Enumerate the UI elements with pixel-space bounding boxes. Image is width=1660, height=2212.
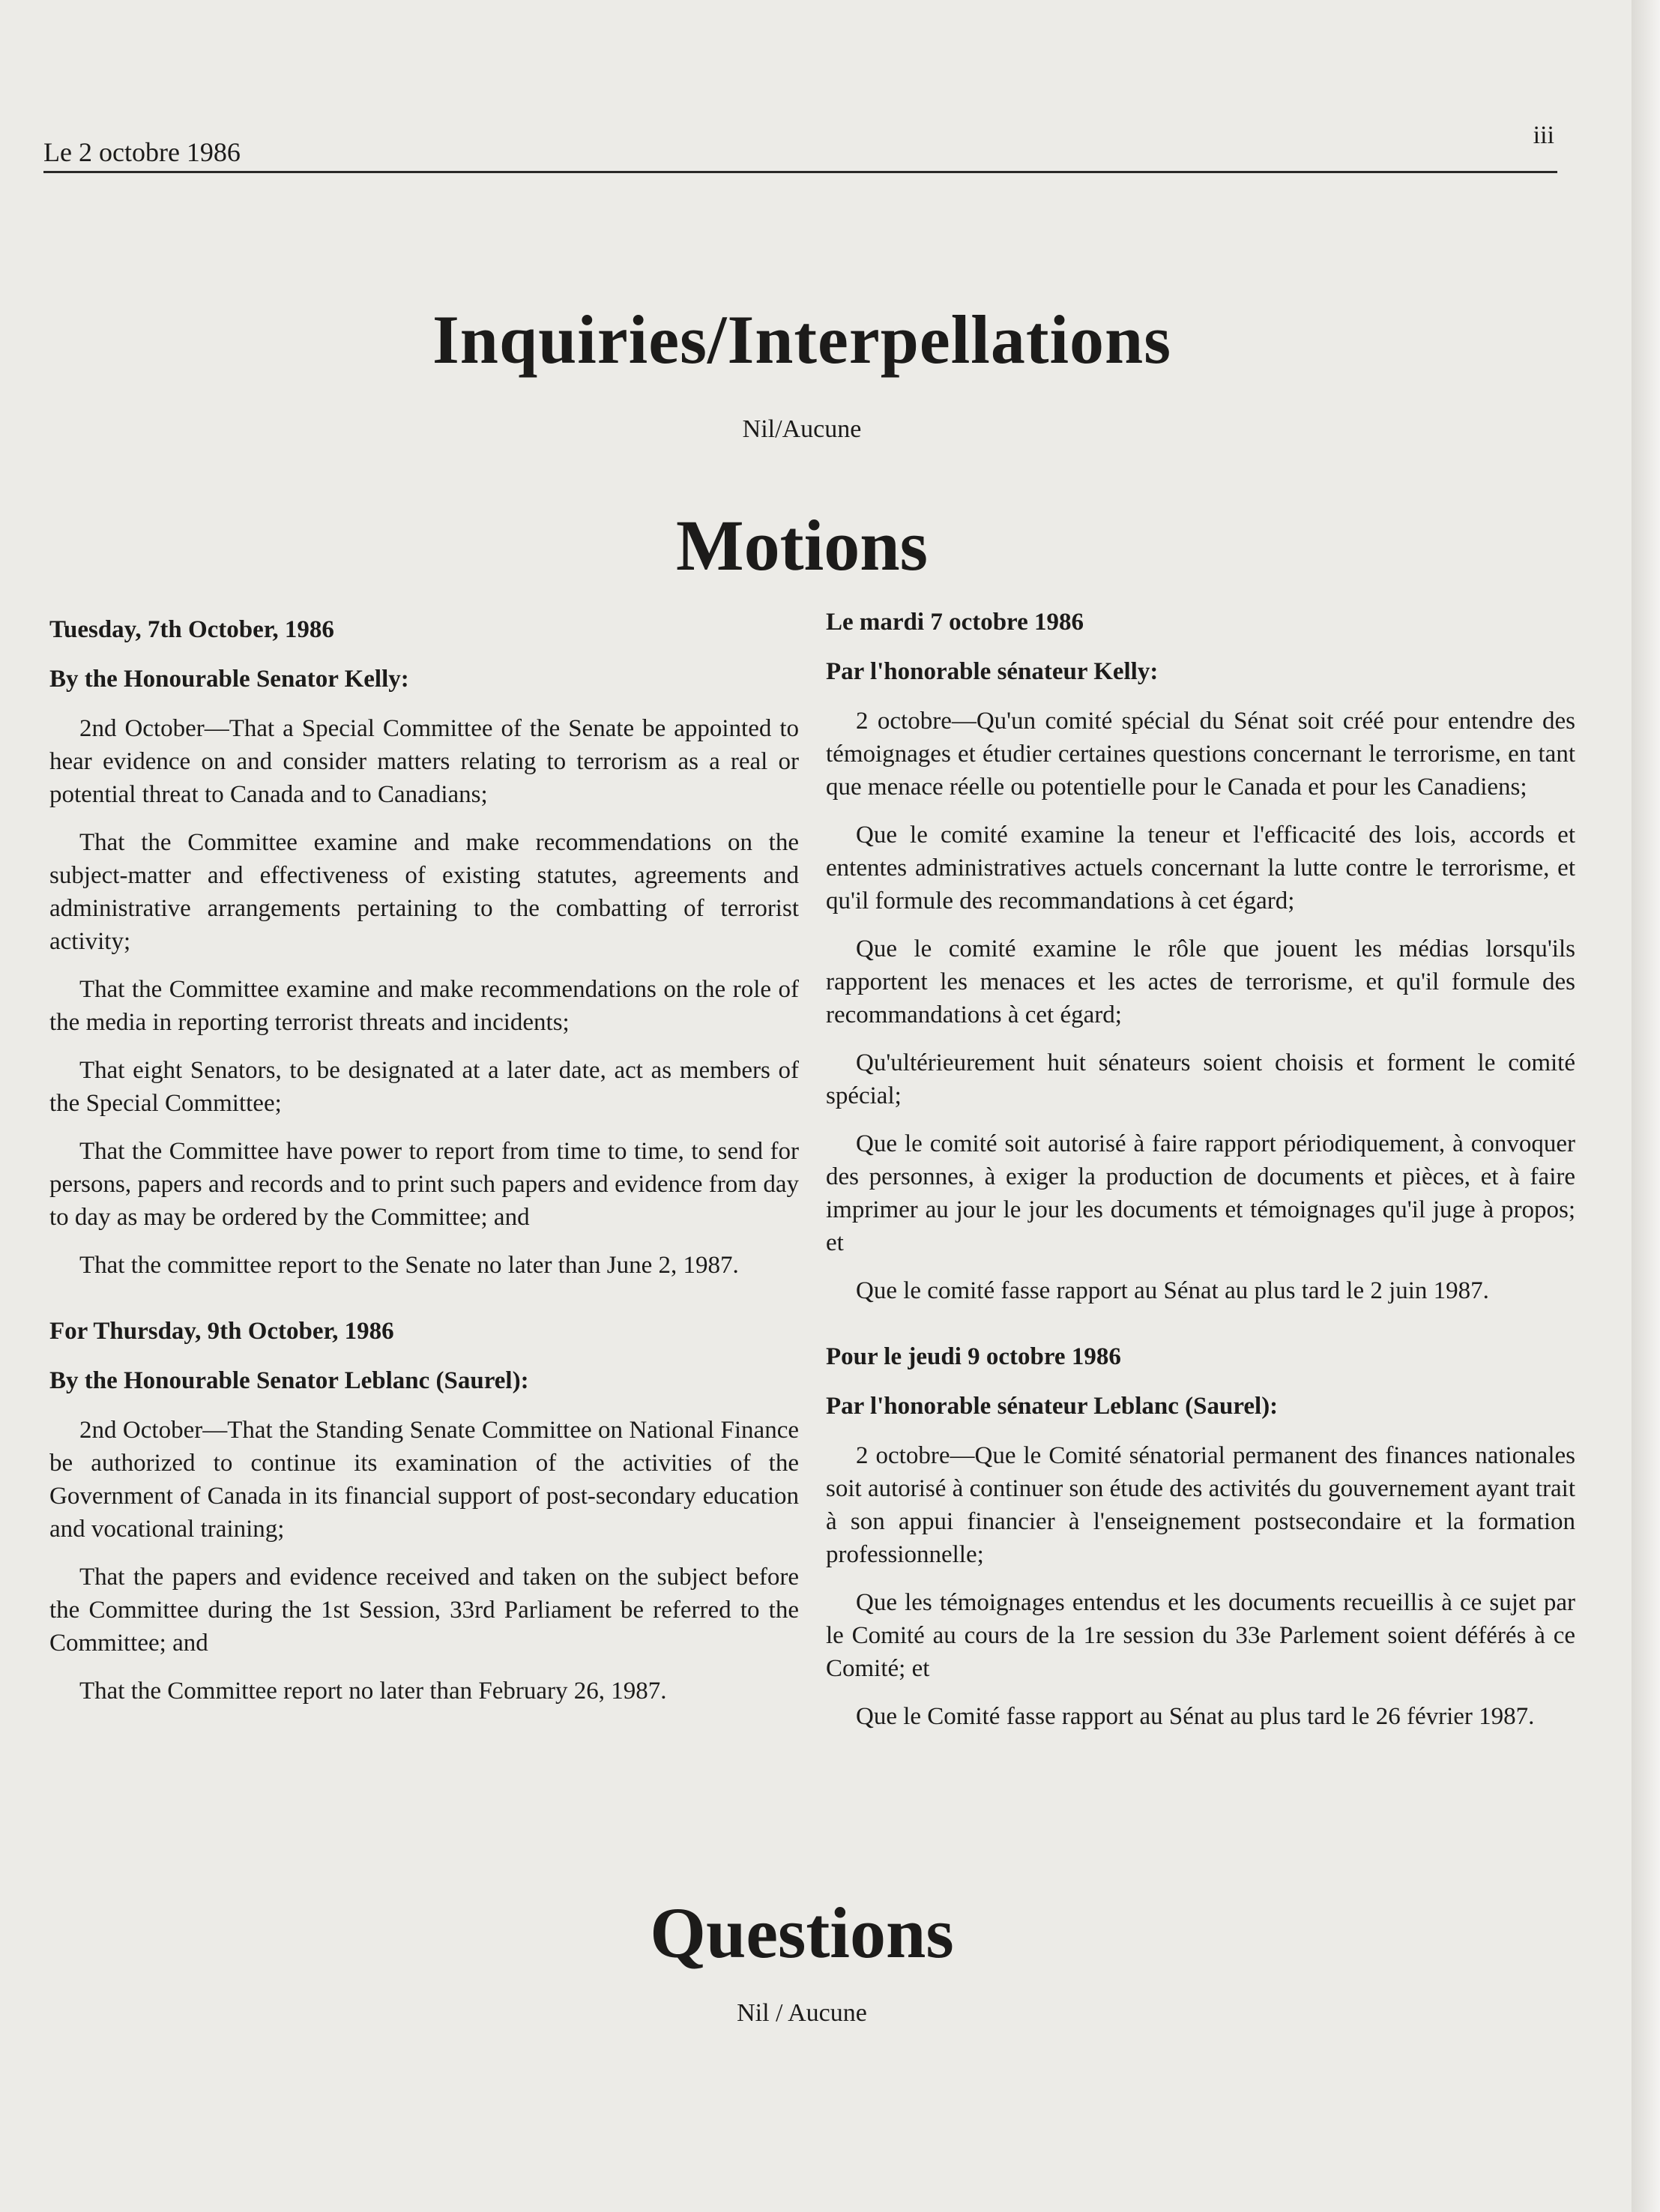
motion-paragraph: Que le Comité fasse rapport au Sénat au plus tard le 26 février 1987. <box>856 1703 1535 1730</box>
motion-heading: Par l'honorable sénateur Leblanc (Saurel): <box>826 1393 1279 1420</box>
motion-paragraph: Que le comité examine la teneur et l'efficacité des lois, accords et ententes administratives actuels concernant la lutte contre le terrorisme, et qu'il formule des recommandations à cet égard; <box>826 822 1575 914</box>
page-edge <box>1632 0 1660 2212</box>
header-date: Le 2 octobre 1986 <box>43 137 241 167</box>
page-number: iii <box>1533 121 1554 149</box>
motions-french-column <box>826 606 1575 1748</box>
motions-title: Motions <box>676 505 928 585</box>
page-header <box>43 121 1557 173</box>
questions-title: Questions <box>650 1893 954 1973</box>
motion-paragraph: That the Committee examine and make recommendations on the role of the media in reporting terrorist threats and incidents; <box>49 976 799 1036</box>
motion-paragraph: That the committee report to the Senate no later than June 2, 1987. <box>79 1252 739 1279</box>
motion-paragraph: 2nd October—That a Special Committee of the Senate be appointed to hear evidence on and consider matters relating to terrorism as a real or potential threat to Canada and to Canadians; <box>49 715 799 808</box>
motion-heading: By the Honourable Senator Kelly: <box>49 666 409 693</box>
motion-heading: Par l'honorable sénateur Kelly: <box>826 658 1159 685</box>
motion-paragraph: Que le comité examine le rôle que jouent les médias lorsqu'ils rapportent les menaces et les actes de terrorisme, et qu'il formule des recommandations à cet égard; <box>826 935 1575 1028</box>
motion-paragraph: That eight Senators, to be designated at a later date, act as members of the Special Committee; <box>49 1057 799 1117</box>
motion-paragraph: Que le comité soit autorisé à faire rapport périodiquement, à convoquer des personnes, à exiger la production de documents et pièces, et à faire imprimer au jour le jour les documents et témoignages qu'il juge à propos; et <box>826 1130 1575 1256</box>
motion-heading: Pour le jeudi 9 octobre 1986 <box>826 1343 1121 1370</box>
motions-english-column <box>49 613 799 1723</box>
inquiries-title: Inquiries/Interpellations <box>432 301 1171 378</box>
inquiries-subtitle: Nil/Aucune <box>742 415 862 443</box>
motion-paragraph: 2 octobre—Qu'un comité spécial du Sénat soit créé pour entendre des témoignages et étudier certaines questions concernant le terrorisme, en tant que menace réelle ou potentielle pour le Canada et pour les Canadiens; <box>826 708 1575 801</box>
questions-subtitle: Nil / Aucune <box>737 1999 867 2027</box>
motion-paragraph: That the papers and evidence received and taken on the subject before the Committee during the 1st Session, 33rd Parliament be referred to the Committee; and <box>49 1564 799 1657</box>
motion-heading: By the Honourable Senator Leblanc (Saurel): <box>49 1367 529 1394</box>
motion-paragraph: 2nd October—That the Standing Senate Committee on National Finance be authorized to continue its examination of the activities of the Government of Canada in its financial support of post-secondary education and vocational training; <box>49 1417 799 1543</box>
motion-heading: For Thursday, 9th October, 1986 <box>49 1318 394 1345</box>
motion-paragraph: Que le comité fasse rapport au Sénat au plus tard le 2 juin 1987. <box>856 1277 1489 1304</box>
motion-paragraph: That the Committee report no later than February 26, 1987. <box>79 1678 667 1705</box>
motion-paragraph: 2 octobre—Que le Comité sénatorial permanent des finances nationales soit autorisé à continuer son étude des activités du gouvernement ayant trait à son appui financier à l'enseignement postsecondaire et la formation professionnelle; <box>826 1442 1575 1568</box>
motion-paragraph: Qu'ultérieurement huit sénateurs soient choisis et forment le comité spécial; <box>826 1049 1575 1109</box>
motion-heading: Le mardi 7 octobre 1986 <box>826 609 1084 636</box>
motion-paragraph: That the Committee have power to report from time to time, to send for persons, papers and records and to print such papers and evidence from day to day as may be ordered by the Committee; and <box>49 1138 799 1231</box>
motion-paragraph: That the Committee examine and make recommendations on the subject-matter and effectiveness of existing statutes, agreements and administrative arrangements pertaining to the combatting of terrorist activity; <box>49 829 799 955</box>
motion-paragraph: Que les témoignages entendus et les documents recueillis à ce sujet par le Comité au cours de la 1re session du 33e Parlement soient déférés à ce Comité; et <box>826 1589 1575 1682</box>
motion-heading: Tuesday, 7th October, 1986 <box>49 616 334 643</box>
